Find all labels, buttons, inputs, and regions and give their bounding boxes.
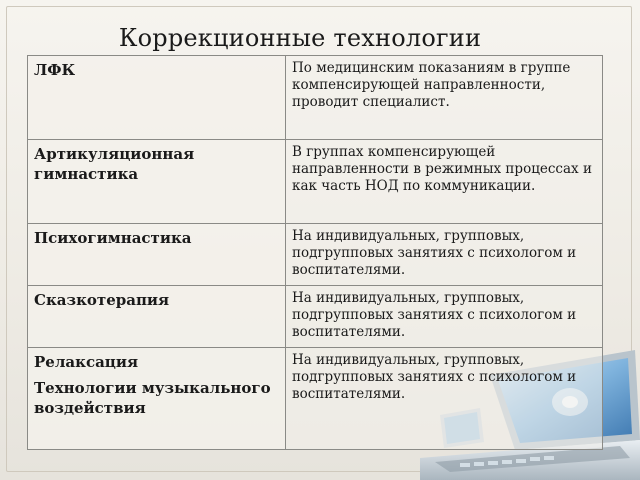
table-row (28, 348, 603, 450)
technologies-table (27, 55, 603, 450)
technology-cell: Сказкотерапия (28, 286, 286, 348)
technology-cell (28, 348, 286, 450)
description-cell: На индивидуальных, групповых, подгрупповых занятиях с психологом и воспитателями. (286, 286, 603, 348)
slide-title: Коррекционные технологии (118, 24, 482, 52)
description-cell: В группах компенсирующей направленности в режимных процессах и как часть НОД по коммуникации. (286, 140, 603, 224)
description-cell: На индивидуальных, групповых, подгрупповых занятиях с психологом и воспитателями. (286, 348, 603, 450)
technology-cell: Психогимнастика (28, 224, 286, 286)
table-row (28, 56, 603, 140)
table-row (28, 286, 603, 348)
table-row (28, 140, 603, 224)
table-row (28, 224, 603, 286)
technology-cell: Артикуляционная гимнастика (28, 140, 286, 224)
technology-cell: ЛФК (28, 56, 286, 140)
technology-label: Технологии музыкального воздействия (34, 379, 271, 417)
description-cell: На индивидуальных, групповых, подгрупповых занятиях с психологом и воспитателями. (286, 224, 603, 286)
technology-label: Релаксация (34, 353, 139, 371)
description-cell: По медицинским показаниям в группе компенсирующей направленности, проводит специалист. (286, 56, 603, 140)
